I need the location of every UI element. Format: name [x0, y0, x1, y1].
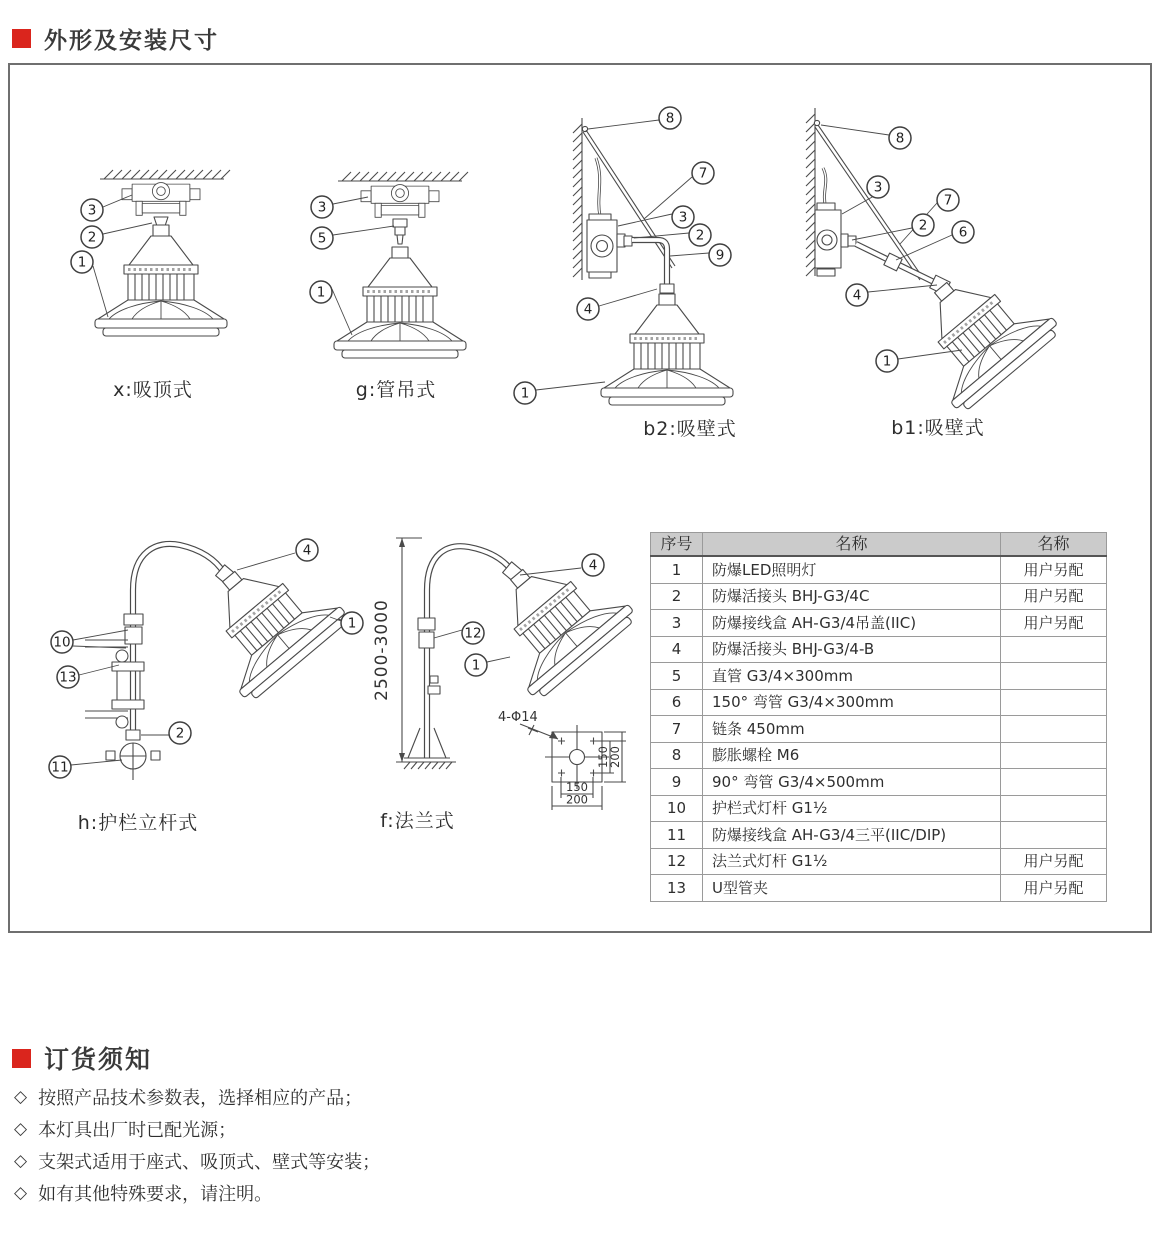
row-remark: 用户另配 [1001, 583, 1107, 610]
svg-text:5: 5 [317, 230, 327, 247]
part-label-7 [937, 189, 959, 211]
row-name: 防爆LED照明灯 [703, 556, 1001, 583]
bent-pipe [632, 240, 674, 294]
diagram-guardrail-mount [30, 490, 380, 845]
svg-text:1: 1 [882, 353, 892, 370]
row-no: 11 [651, 822, 703, 849]
row-name: 150° 弯管 G3/4×300mm [703, 689, 1001, 716]
part-label-3 [81, 199, 103, 221]
page-title: 外形及安装尺寸 [44, 28, 219, 54]
diagram-flange-mount [370, 490, 660, 845]
part-label-8 [889, 127, 911, 149]
flange-dim-v-outer: 200 [608, 746, 622, 768]
ground-surface [398, 762, 456, 769]
part-label-3 [867, 176, 889, 198]
cable [596, 158, 600, 216]
wall-b2-drawing [510, 88, 760, 450]
svg-text:3: 3 [87, 202, 97, 219]
junction-box [361, 185, 439, 218]
note-item [14, 1117, 380, 1141]
row-remark [1001, 636, 1107, 663]
flange-plate-detail [498, 710, 626, 810]
row-no: 8 [651, 742, 703, 769]
ordering-title: 订货须知 [44, 1045, 153, 1074]
caption-wall-b1: b1:吸壁式 [891, 417, 985, 439]
svg-text:4: 4 [583, 301, 593, 318]
part-label-4 [296, 539, 318, 561]
row-remark [1001, 716, 1107, 743]
caption-ceiling-mount: x:吸顶式 [113, 379, 193, 401]
note-text: 按照产品技术参数表，选择相应的产品； [38, 1088, 363, 1109]
row-name: 链条 450mm [703, 716, 1001, 743]
part-label-1 [341, 612, 363, 634]
row-remark [1001, 663, 1107, 690]
section-header-ordering [12, 1040, 152, 1076]
table-row [651, 875, 1107, 902]
bottom-junction-box [106, 730, 160, 780]
part-label-6 [952, 221, 974, 243]
part-label-2 [81, 226, 103, 248]
lamp-body [95, 225, 227, 336]
part-label-11 [49, 756, 71, 778]
row-name: 护栏式灯杆 G1½ [703, 795, 1001, 822]
parts-table-header [651, 533, 1107, 557]
wall-surface [573, 118, 582, 280]
table-row [651, 689, 1107, 716]
part-label-1 [465, 654, 487, 676]
table-row [651, 769, 1107, 796]
part-label-4 [577, 298, 599, 320]
diamond-icon: ◇ [14, 1119, 28, 1139]
red-square-icon [12, 1049, 31, 1068]
diamond-icon: ◇ [14, 1151, 28, 1171]
svg-text:2: 2 [695, 227, 705, 244]
svg-text:1: 1 [520, 385, 530, 402]
angled-pipe [856, 244, 950, 295]
row-name: 直管 G3/4×300mm [703, 663, 1001, 690]
row-remark: 用户另配 [1001, 556, 1107, 583]
row-name: 防爆接线盒 AH-G3/4三平(IIC/DIP) [703, 822, 1001, 849]
wall-surface [806, 108, 815, 276]
row-remark [1001, 742, 1107, 769]
svg-text:3: 3 [678, 209, 688, 226]
flange-dim-v-inner: 150 [596, 746, 610, 768]
svg-text:12: 12 [464, 625, 482, 642]
diamond-icon: ◇ [14, 1183, 28, 1203]
part-label-3 [672, 206, 694, 228]
row-name: 法兰式灯杆 G1½ [703, 848, 1001, 875]
pole-height-dim: 2500-3000 [372, 599, 392, 701]
caption-flange-mount: f:法兰式 [380, 810, 455, 832]
diagram-wall-b1 [790, 88, 1070, 450]
ordering-notes [14, 1085, 380, 1213]
svg-text:1: 1 [471, 657, 481, 674]
row-remark [1001, 822, 1107, 849]
row-no: 5 [651, 663, 703, 690]
diagram-ceiling-mount [60, 95, 320, 415]
svg-text:4: 4 [302, 542, 312, 559]
row-name: 防爆活接头 BHJ-G3/4-B [703, 636, 1001, 663]
svg-text:7: 7 [698, 165, 708, 182]
svg-text:9: 9 [715, 247, 725, 264]
part-label-10 [51, 631, 73, 653]
lamp-body [601, 294, 733, 405]
row-no: 4 [651, 636, 703, 663]
table-row [651, 583, 1107, 610]
part-label-1 [71, 251, 93, 273]
part-label-4 [582, 554, 604, 576]
part-label-1 [514, 382, 536, 404]
row-remark [1001, 795, 1107, 822]
svg-text:6: 6 [958, 224, 968, 241]
ceiling-surface [100, 170, 230, 179]
row-no: 3 [651, 610, 703, 637]
caption-guardrail-mount: h:护栏立杆式 [77, 812, 199, 834]
ceiling-mount-drawing [60, 95, 320, 415]
note-item [14, 1085, 380, 1109]
svg-text:2: 2 [87, 229, 97, 246]
caption-wall-b2: b2:吸壁式 [643, 418, 737, 440]
svg-text:2: 2 [918, 217, 928, 234]
svg-text:13: 13 [59, 669, 77, 686]
part-label-4 [846, 284, 868, 306]
junction-box [122, 183, 200, 216]
guardrail-mount-drawing [30, 490, 380, 845]
table-row [651, 716, 1107, 743]
table-row [651, 610, 1107, 637]
height-dimension [372, 538, 422, 762]
svg-text:3: 3 [317, 199, 327, 216]
junction-box [815, 203, 856, 276]
flange-pole [404, 546, 525, 758]
junction-box [587, 214, 632, 278]
row-no: 12 [651, 848, 703, 875]
parts-table [650, 532, 1107, 902]
part-label-2 [169, 722, 191, 744]
diagram-wall-b2 [510, 88, 760, 450]
part-label-3 [311, 196, 333, 218]
pipe-mount-drawing [290, 95, 510, 415]
table-row [651, 636, 1107, 663]
table-row [651, 822, 1107, 849]
row-no: 13 [651, 875, 703, 902]
note-text: 如有其他特殊要求，请注明。 [38, 1184, 273, 1205]
row-no: 6 [651, 689, 703, 716]
table-row [651, 556, 1107, 583]
col-header-name: 名称 [703, 533, 1001, 557]
svg-text:4: 4 [852, 287, 862, 304]
note-item [14, 1181, 380, 1205]
part-label-1 [310, 281, 332, 303]
row-remark [1001, 689, 1107, 716]
flange-mount-drawing [370, 490, 660, 845]
part-label-1 [876, 350, 898, 372]
col-header-remark: 名称 [1001, 533, 1107, 557]
part-label-2 [912, 214, 934, 236]
svg-text:4: 4 [588, 557, 598, 574]
part-label-8 [659, 107, 681, 129]
svg-text:8: 8 [665, 110, 675, 127]
row-name: U型管夹 [703, 875, 1001, 902]
red-square-icon [12, 29, 31, 48]
diagram-pipe-mount [290, 95, 510, 415]
svg-text:2: 2 [175, 725, 185, 742]
part-label-5 [311, 227, 333, 249]
note-item [14, 1149, 380, 1173]
row-name: 防爆活接头 BHJ-G3/4C [703, 583, 1001, 610]
flange-dim-h-inner: 150 [566, 780, 588, 794]
note-text: 支架式适用于座式、吸顶式、壁式等安装； [38, 1152, 381, 1173]
row-remark: 用户另配 [1001, 848, 1107, 875]
svg-text:10: 10 [53, 634, 71, 651]
row-no: 2 [651, 583, 703, 610]
part-label-13 [57, 666, 79, 688]
svg-text:11: 11 [51, 759, 69, 776]
svg-text:3: 3 [873, 179, 883, 196]
lamp-body [334, 247, 466, 358]
row-remark: 用户另配 [1001, 875, 1107, 902]
part-label-7 [692, 162, 714, 184]
flange-dim-h-outer: 200 [566, 792, 588, 807]
table-row [651, 742, 1107, 769]
diamond-icon: ◇ [14, 1087, 28, 1107]
table-row [651, 848, 1107, 875]
row-name: 防爆接线盒 AH-G3/4吊盖(IIC) [703, 610, 1001, 637]
lamp-body [178, 534, 350, 704]
wall-b1-drawing [790, 88, 1070, 450]
svg-text:8: 8 [895, 130, 905, 147]
row-name: 90° 弯管 G3/4×500mm [703, 769, 1001, 796]
caption-pipe-mount: g:管吊式 [355, 379, 437, 401]
svg-text:1: 1 [316, 284, 326, 301]
row-no: 10 [651, 795, 703, 822]
row-remark: 用户另配 [1001, 610, 1107, 637]
svg-text:7: 7 [943, 192, 953, 209]
part-label-2 [689, 224, 711, 246]
svg-text:1: 1 [77, 254, 87, 271]
ceiling-surface [338, 172, 468, 181]
section-header-dimensions [12, 22, 219, 55]
table-row [651, 663, 1107, 690]
table-row [651, 795, 1107, 822]
row-name: 膨胀螺栓 M6 [703, 742, 1001, 769]
row-no: 9 [651, 769, 703, 796]
svg-text:1: 1 [347, 615, 357, 632]
row-no: 1 [651, 556, 703, 583]
part-label-12 [462, 622, 484, 644]
note-text: 本灯具出厂时已配光源； [38, 1120, 237, 1141]
row-no: 7 [651, 716, 703, 743]
pipe-nipple [393, 219, 407, 244]
col-header-no: 序号 [651, 533, 703, 557]
part-label-9 [709, 244, 731, 266]
cable [823, 168, 826, 208]
row-remark [1001, 769, 1107, 796]
flange-hole-label: 4-Φ14 [498, 710, 538, 725]
